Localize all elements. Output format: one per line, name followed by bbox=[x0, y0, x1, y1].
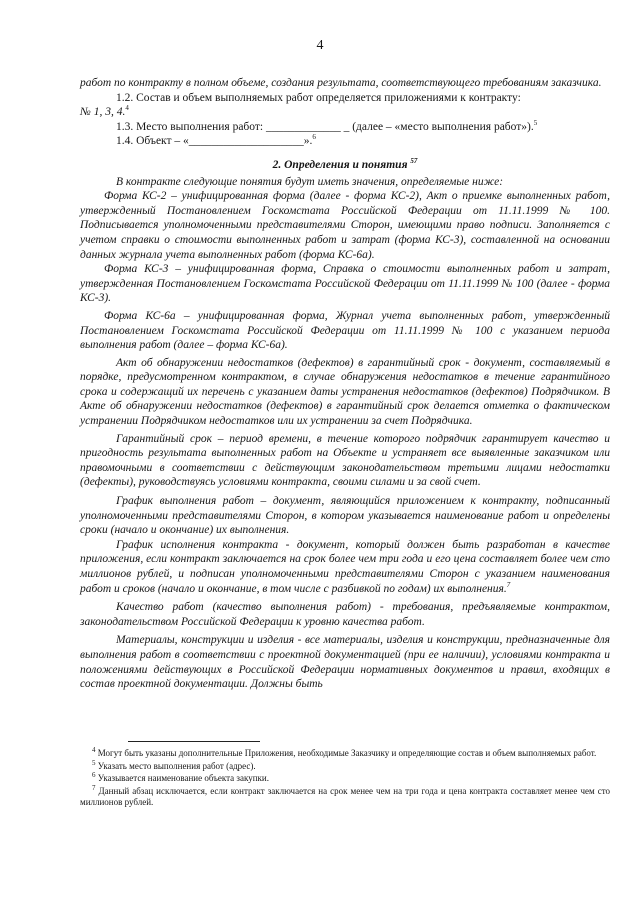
footnote-ref-7[interactable]: 7 bbox=[506, 580, 511, 589]
footnote-6 bbox=[80, 773, 610, 785]
definition-ks6a: Форма КС-6а – унифицированная форма, Журнал учета выполненных работ, утвержденный Постановлением Госкомстата Российской Федерации от 11.11.1999 № 100 с указанием периода выполнения работ (далее – форма КС-6а). bbox=[80, 309, 610, 352]
definitions-intro: В контракте следующие понятия будут иметь значения, определяемые ниже: bbox=[116, 175, 504, 188]
footnote-4 bbox=[80, 748, 610, 760]
definition-contract-schedule-text: График исполнения контракта - документ, который должен быть разработан в качестве приложения, если контракт заключается на срок более чем три года и его цена составляет более чем сто миллионов рублей, и подписан уполномоченными представителями Сторон с указанием наименования работ и сроков (начало и окончание, в том числе с разбивкой по годам) их выполнения. bbox=[80, 538, 610, 595]
document-body bbox=[80, 76, 610, 692]
definition-quality: Качество работ (качество выполнения работ) - требования, предъявляемые контрактом, законодательством Российской Федерации к уровню качества работ. bbox=[80, 601, 610, 628]
footnote-mark: 4 bbox=[92, 746, 96, 754]
clause-1-2 bbox=[80, 91, 610, 120]
definition-ks3: Форма КС-3 – унифицированная форма, Справка о стоимости выполненных работ и затрат, утвержденная Постановлением Госкомстата Российской Федерации от 11.11.1999 № 100 (далее - форма КС-3). bbox=[80, 263, 610, 305]
footnote-ref-5[interactable]: 5 bbox=[533, 118, 538, 127]
definition-contract-schedule bbox=[80, 538, 610, 596]
footnote-ref-4[interactable]: 4 bbox=[125, 104, 129, 113]
definition-ks2: Форма КС-2 – унифицированная форма (далее - форма КС-2), Акт о приемке выполненных работ, утвержденный Постановлением Госкомстата Российской Федерации от 11.11.1999 № 100. Подписывается уполномоченными представителями Сторон, имеющими право подписи. Заполняется с учетом справки о стоимости выполненных работ и затрат (форма КС-3), составленной на основании данных журнала учета выполненных работ (форма КС-6а). bbox=[80, 190, 610, 261]
footnote-7 bbox=[80, 783, 611, 809]
footnote-5 bbox=[80, 758, 610, 773]
footnote-text: Указать место выполнения работ (адрес). bbox=[97, 760, 256, 771]
clause-1-3 bbox=[80, 120, 610, 135]
footnote-text: Указывается наименование объекта закупки. bbox=[97, 773, 269, 784]
clause-1-3-text: 1.3. Место выполнения работ: _____________ _ (далее – «место выполнения работ»). bbox=[116, 120, 534, 133]
paragraph-continuation: работ по контракту в полном объеме, создания результата, соответствующего требованиям заказчика. bbox=[80, 77, 602, 89]
page-number: 4 bbox=[316, 38, 324, 53]
footnote-mark: 5 bbox=[92, 758, 96, 767]
section-title: 2. Определения и понятия bbox=[272, 158, 408, 171]
definition-defect-act: Акт об обнаружении недостатков (дефектов) в гарантийный срок - документ, составляемый в порядке, предусмотренном контрактом, в случае обнаружения недостатков в течение гарантийного срока и содержащий их перечень с указанием даты устранения недостатков (дефектов) Подрядчиком. В Акте об обнаружении недостатков (дефектов) в гарантийный срок делается отметка о фактическом устранении Подрядчиком недостатков или их устранении за счет Подрядчика. bbox=[80, 356, 610, 428]
footnote-ref-6[interactable]: 6 bbox=[312, 133, 316, 142]
footnote-mark: 7 bbox=[92, 783, 96, 792]
footnote-text: Могут быть указаны дополнительные Приложения, необходимые Заказчику и определяющие состав и объем выполняемых работ. bbox=[97, 748, 597, 758]
clause-1-4 bbox=[80, 134, 610, 149]
clause-1-4-text: 1.4. Объект – «____________________». bbox=[116, 135, 313, 148]
clause-1-2-text: 1.2. Состав и объем выполняемых работ определяется приложениями к контракту: bbox=[116, 91, 521, 104]
footnotes bbox=[80, 748, 610, 810]
footnote-text: Данный абзац исключается, если контракт заключается на срок менее чем на три года и цена контракта составляет менее чем сто миллионов рублей. bbox=[80, 785, 611, 808]
clause-1-2-appendices: № 1, 3, 4. bbox=[80, 106, 126, 119]
definition-work-schedule: График выполнения работ – документ, являющийся приложением к контракту, подписанный уполномоченными представителями Сторон, в котором указывается наименование работ и определены сроки (начало и окончание) их выполнения. bbox=[80, 495, 610, 537]
definition-warranty: Гарантийный срок – период времени, в течение которого подрядчик гарантирует качество и пригодность результата выполненных работ на Объекте и устраняет все выявленные заказчиком или правомочными в соответствии с действующим законодательством третьими лицами недостатки (дефекты), руководствуясь условиями контракта, своими силами и за свой счет. bbox=[80, 432, 610, 489]
section-heading bbox=[80, 158, 610, 173]
definition-materials: Материалы, конструкции и изделия - все материалы, изделия и конструкции, предназначенные для выполнения работ в соответствии с проектной документацией (при ее наличии), условиями контракта и положениями действующих в Российской Федерации нормативных документов и правил, входящих в состав проектной документации. Должны быть bbox=[80, 634, 610, 691]
footnote-ref-57[interactable]: 57 bbox=[410, 157, 418, 166]
footnote-mark: 6 bbox=[92, 771, 96, 780]
footnote-separator bbox=[128, 741, 260, 742]
